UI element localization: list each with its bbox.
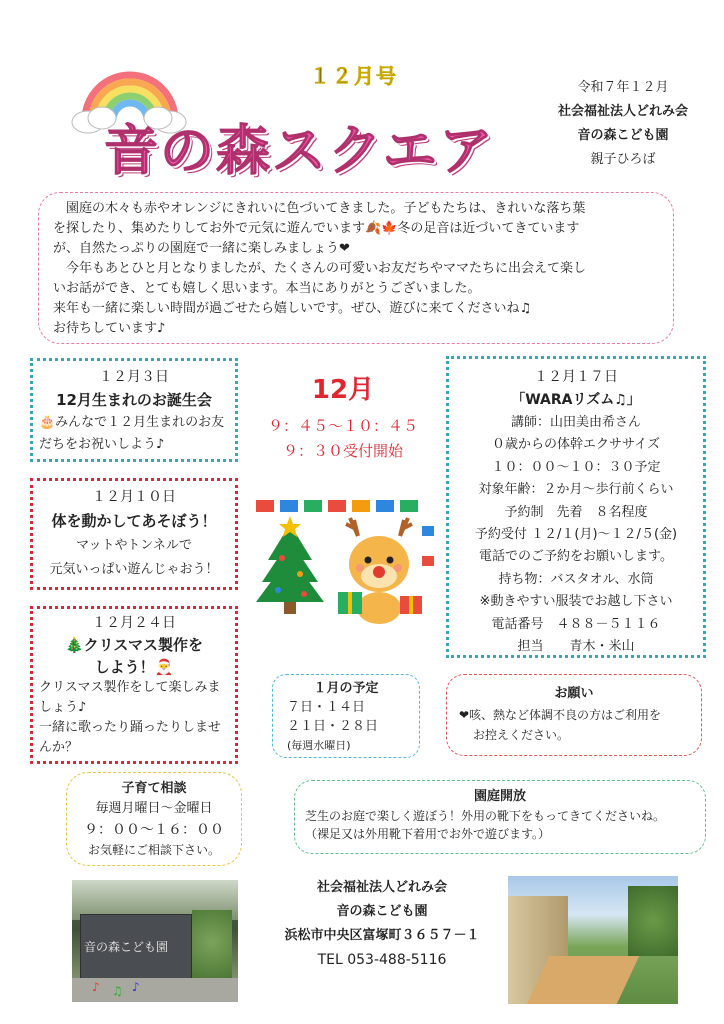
event-text: しょう♪ [39,700,87,715]
header-school: 音の森こども園 [577,128,669,143]
event-text: 🎂みんなで１２月生まれのお友 [39,415,225,430]
wara-rhythm-box [446,356,706,658]
footer-address: 浜松市中央区富塚町３６５７－１ [284,928,480,943]
january-line: (毎週水曜日) [287,739,351,752]
event-date: １２月２４日 [92,615,176,631]
wara-line: 電話番号 ４８８－５１１６ [491,616,661,632]
event-text: マットやトンネルで [76,538,192,553]
wara-line: １０：００～１０：３０予定 [491,459,661,475]
wara-line: 対象年齢：２か月～歩行前くらい [478,482,674,498]
wara-line: 電話でのご予約をお願いします。 [479,549,673,565]
event-text: 元気いっぱい遊んじゃおう！ [49,562,219,577]
event-dec24-box [30,606,238,764]
january-schedule-box [272,674,420,758]
footer-school: 音の森こども園 [336,904,428,919]
january-line: ２１日・２８日 [287,719,379,734]
header-info [548,76,698,172]
header-org: 社会福祉法人どれみ会 [557,104,688,119]
wara-line: 持ち物：バスタオル、水筒 [498,571,654,587]
event-text: んか？ [39,740,79,755]
wara-line: 講師：山田美由希さん [510,415,641,430]
request-title: お願い [554,686,594,701]
intro-line: が、自然たっぷりの園庭で一緒に楽しみましょう❤ [53,241,350,256]
footer-tel: TEL 053-488-5116 [317,952,447,968]
reception-time: ９：３０受付開始 [282,442,403,460]
wara-date: １２月１７日 [534,369,618,385]
intro-line: 来年も一緒に楽しい時間が過ごせたら嬉しいです。ぜひ、遊びに来てくださいね♫ [53,301,532,316]
january-title: １月の予定 [313,681,379,696]
intro-text [53,199,659,339]
request-box [446,674,702,756]
event-title-line2: しよう！🎅 [94,658,174,676]
intro-line: 園庭の木々も赤やオレンジにきれいに色づいてきました。子どもたちは、きれいな落ち葉 [53,201,586,216]
january-line: ７日・１４日 [287,700,366,715]
wara-line: ※動きやすい服装でお越し下さい [479,594,673,610]
consultation-line: 毎週月曜日～金曜日 [95,801,213,816]
consultation-title: 子育て相談 [121,781,187,796]
header-section: 親子ひろば [590,152,656,167]
wara-details [455,412,697,658]
garden-line: 芝生のお庭で楽しく遊ぼう！外用の靴下をもってきてくださいね。 [305,809,666,823]
consultation-line: ９：００～１６：００ [84,822,224,838]
wara-line: 予約制 先着 ８名程度 [504,504,648,520]
issue-label: １２月号 [310,64,398,88]
event-text: クリスマス製作をして楽しみま [39,680,221,695]
consultation-line: お気軽にご相談下さい。 [87,843,220,857]
intro-line: いお話ができ、とても嬉しく思います。本当にありがとうございました。 [53,281,481,296]
footer-contact [282,876,482,972]
garden-open-box [294,780,706,854]
event-text: 一緒に歌ったり踊ったりしませ [39,720,222,735]
request-line: お控えください。 [473,728,570,742]
month-label: 12月 [311,375,375,405]
christmas-reindeer-illustration [250,496,436,628]
event-text: だちをお祝いしよう♪ [39,437,165,452]
page-title: 音の森スクエア [104,119,495,182]
hours: ９：４５～１０：４５ [267,417,418,435]
consultation-box [66,772,242,866]
event-date: １２月３日 [99,369,169,385]
event-title: 12月生まれのお誕生会 [56,391,212,409]
intro-box [38,192,674,344]
request-line: ❤咳、熱など体調不良の方はご利用を [459,708,662,722]
event-date: １２月１０日 [92,489,176,505]
footer-org: 社会福祉法人どれみ会 [316,880,447,895]
entrance-sign-text: 音の森こども園 [84,940,169,954]
event-dec10-box [30,478,238,590]
month-info [250,372,436,462]
garden-line: （裸足又は外用靴下着用でお外で遊びます。） [305,827,551,841]
garden-path-photo [508,876,678,1004]
wara-line: 予約受付 １２/１(月)～１２/５(金) [474,527,678,543]
issue-date: 令和７年１２月 [577,80,669,95]
garden-title: 園庭開放 [473,789,526,804]
wara-title: 「WARAリズム♫」 [511,392,641,408]
wara-line: ０歳からの体幹エクササイズ [492,437,660,453]
event-title-line1: 🎄クリスマス製作を [64,636,204,654]
wara-line: 担当 青木・米山 [517,639,635,655]
intro-line: を探したり、集めたりしてお外で元気に遊んでいます🍂🍁冬の足音は近づいてきています [53,221,580,236]
entrance-sign-photo: 音の森こども園 ♪ ♫ ♪ [72,880,238,1002]
intro-line: 今年もあとひと月となりましたが、たくさんの可愛いお友だちやママたちに出会えて楽し [53,261,587,276]
event-title: 体を動かしてあそぼう！ [51,512,217,530]
event-dec3-box [30,358,238,462]
intro-line: お待ちしています♪ [53,321,166,336]
